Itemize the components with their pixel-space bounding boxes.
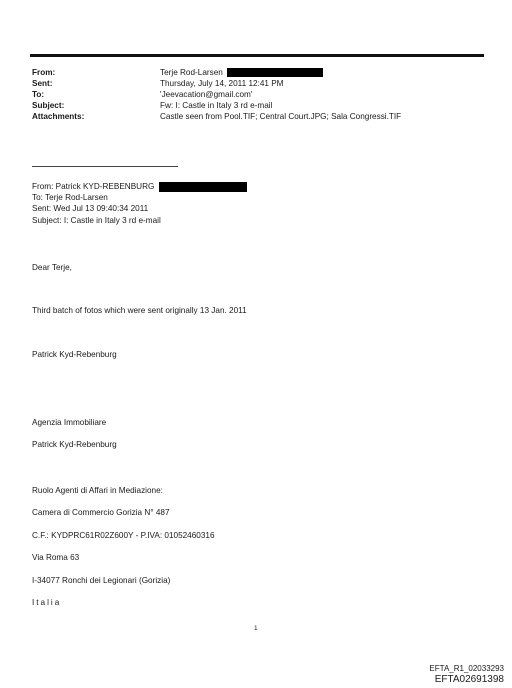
forwarded-subject: Subject: I: Castle in Italy 3 rd e-mail [32, 215, 161, 225]
message-text: Third batch of fotos which were sent originally 13 Jan. 2011 [32, 306, 247, 315]
bates-number-primary: EFTA_R1_02033293 [429, 664, 504, 673]
signature-name: Patrick Kyd-Rebenburg [32, 350, 117, 359]
header-attachments-row [32, 111, 484, 122]
country: Italia [32, 598, 62, 607]
header-sent-row [32, 78, 484, 89]
chamber-of-commerce: Camera di Commercio Gorizia N° 487 [32, 508, 170, 517]
header-from-row [32, 67, 484, 78]
subject-value: Fw: I: Castle in Italy 3 rd e-mail [160, 101, 273, 110]
redaction-block [159, 182, 247, 192]
from-label: From: [32, 68, 56, 77]
forwarded-sent: Sent: Wed Jul 13 09:40:34 2011 [32, 204, 149, 214]
page-number: 1 [254, 625, 258, 632]
header-to-row [32, 89, 484, 100]
to-value: 'Jeevacation@gmail.com' [160, 90, 253, 99]
forwarded-from: From: Patrick KYD-REBENBURG [32, 182, 155, 191]
sent-value: Thursday, July 14, 2011 12:41 PM [160, 79, 284, 88]
agency-role: Ruolo Agenti di Affari in Mediazione: [32, 486, 163, 495]
street-address: Via Roma 63 [32, 553, 80, 562]
redaction-block [227, 68, 323, 77]
bates-number-secondary: EFTA02691398 [434, 674, 504, 685]
forward-separator [32, 166, 178, 167]
subject-label: Subject: [32, 101, 65, 110]
to-label: To: [32, 90, 45, 99]
from-name: Terje Rod-Larsen [160, 68, 223, 77]
forwarded-to: To: Terje Rod-Larsen [32, 193, 108, 203]
attachments-value: Castle seen from Pool.TIF; Central Court.JPG; Sala Congressi.TIF [160, 112, 402, 121]
attachments-label: Attachments: [32, 112, 85, 121]
header-subject-row [32, 100, 484, 111]
from-value [160, 67, 484, 78]
greeting: Dear Terje, [32, 263, 72, 272]
city-address: I-34077 Ronchi dei Legionari (Gorizia) [32, 576, 171, 585]
forwarded-header [32, 181, 247, 226]
email-header [32, 67, 484, 122]
forwarded-from-row [32, 181, 247, 192]
tax-codes: C.F.: KYDPRC61R02Z600Y - P.IVA: 01052460316 [32, 531, 215, 540]
sent-label: Sent: [32, 79, 53, 88]
header-top-rule [30, 54, 484, 57]
agency-title: Agenzia Immobiliare [32, 418, 107, 427]
agency-name: Patrick Kyd-Rebenburg [32, 440, 117, 449]
